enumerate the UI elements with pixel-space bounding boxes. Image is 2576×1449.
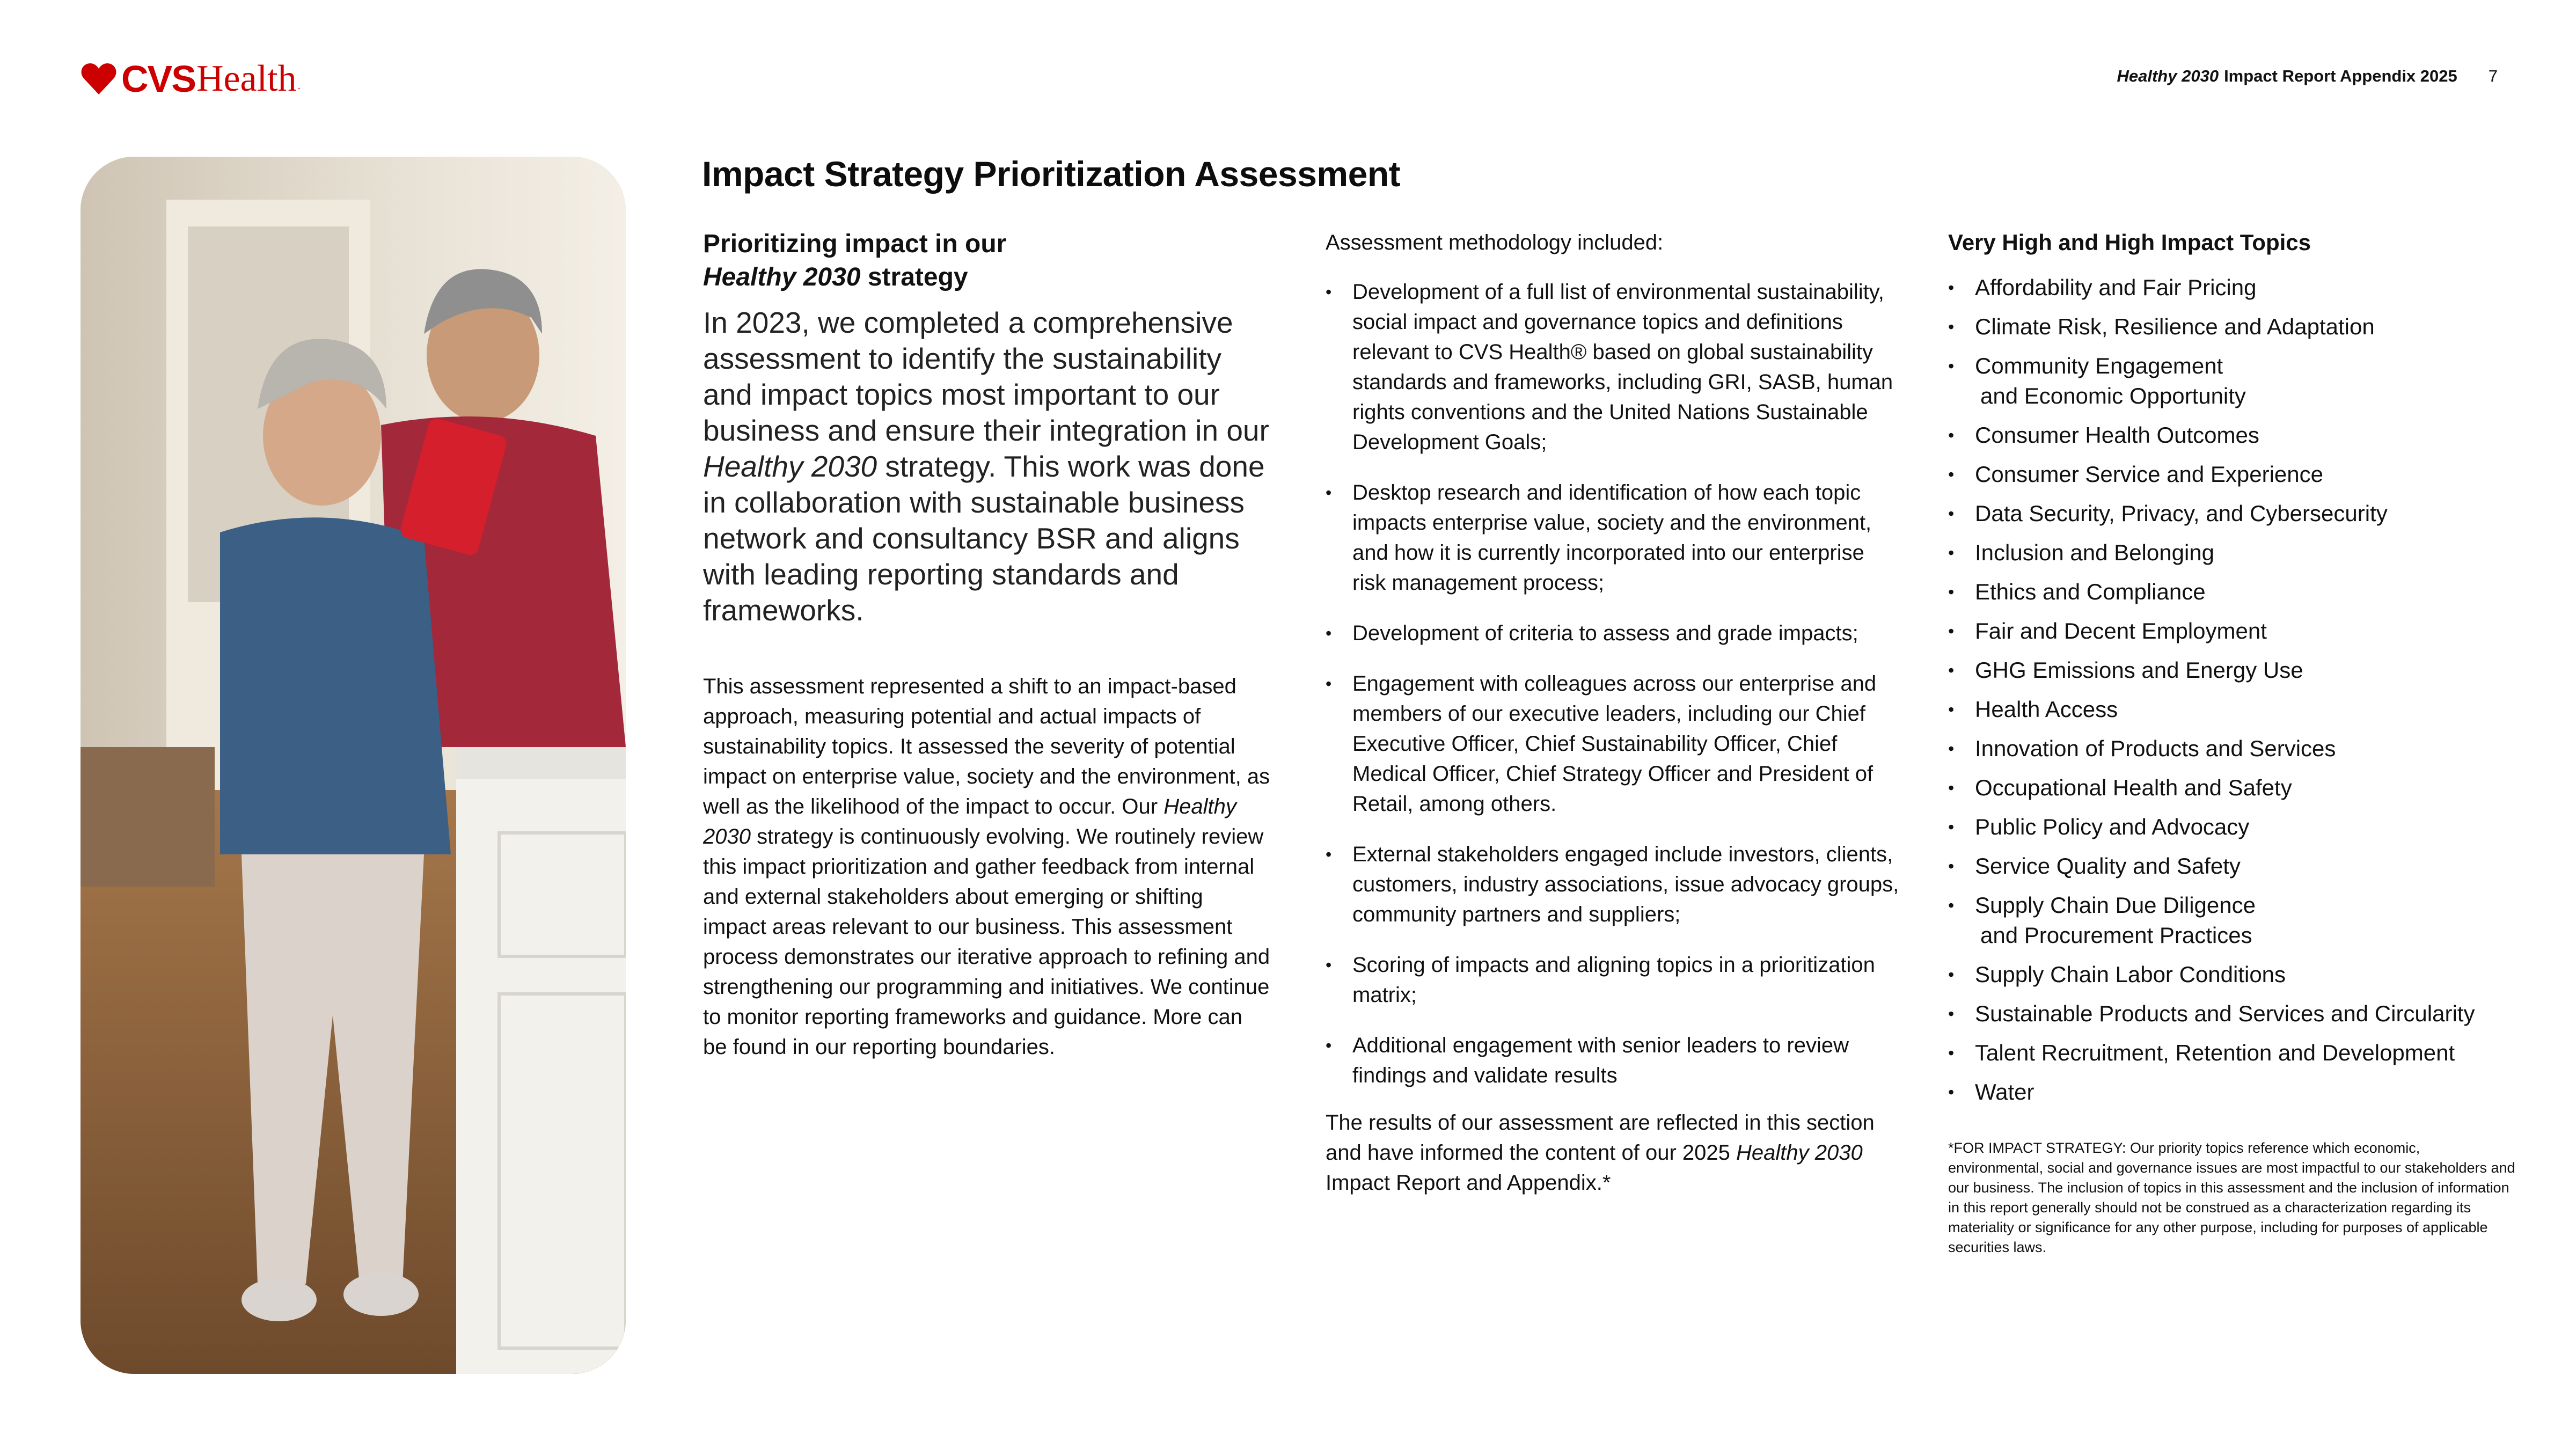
heart-icon [80, 62, 117, 96]
topic-item [1948, 499, 2517, 529]
topic-item [1948, 890, 2517, 950]
running-title-italic: Healthy 2030 [2117, 67, 2219, 85]
lead-italic: Healthy 2030 [703, 450, 877, 483]
body-text-b: strategy is continuously evolving. We routinely review this impact prioritization and gather feedback from internal and external stakeholders about emerging or shifting impact areas relevant to our business. This assessment process demonstrates our iterative approach to refining and strengthening our programming and initiatives. We continue to monitor reporting frameworks and guidance. More can be found in our reporting boundaries. [703, 825, 1270, 1059]
topic-item [1948, 312, 2517, 342]
topic-label: Fair and Decent Employment [1975, 618, 2267, 643]
section-subheading [703, 228, 1272, 294]
list-item: • Development of a full list of environmental sustainability, social impact and governance topics and definitions relevant to CVS Health® based on global sustainability standards and frameworks, including GRI, SASB, human rights conventions and the United Nations Sustainable Development Goals; [1326, 277, 1900, 457]
topic-item [1948, 1077, 2517, 1107]
topics-list [1948, 273, 2517, 1107]
logo-cvs-text: CVS [121, 58, 195, 100]
list-item: • Scoring of impacts and aligning topics in a prioritization matrix; [1326, 950, 1900, 1010]
topic-label: Ethics and Compliance [1975, 579, 2206, 604]
subheading-line1: Prioritizing impact in our [703, 230, 1007, 258]
subheading-italic: Healthy 2030 [703, 263, 861, 291]
methodology-column [1326, 228, 1900, 1198]
topic-label: Talent Recruitment, Retention and Development [1975, 1040, 2455, 1065]
topic-item [1948, 538, 2517, 568]
topics-column [1948, 228, 2517, 1257]
topic-label: Sustainable Products and Services and Circularity [1975, 1001, 2475, 1026]
methodology-intro: Assessment methodology included: [1326, 231, 1664, 254]
footnote: *FOR IMPACT STRATEGY: Our priority topics reference which economic, environmental, social and governance issues are most impactful to our stakeholders and our business. The inclusion of topics in this assessment and the inclusion of information in this report generally should not be construed as a characterization regarding its materiality or significance for any other purpose, including for purposes of applicable securities laws. [1948, 1140, 2515, 1255]
topic-label: Consumer Service and Experience [1975, 462, 2323, 487]
list-item: • Engagement with colleagues across our enterprise and members of our executive leaders, including our Chief Executive Officer, Chief Sustainability Officer, Chief Medical Officer, Chief Strategy Officer and President of Retail, among others. [1326, 669, 1900, 819]
topic-label-cont: and Procurement Practices [1980, 923, 2252, 948]
list-item: • Development of criteria to assess and grade impacts; [1326, 618, 1900, 648]
topic-label: Public Policy and Advocacy [1975, 814, 2250, 839]
list-item: • External stakeholders engaged include investors, clients, customers, industry associations, issue advocacy groups, community partners and suppliers; [1326, 839, 1900, 930]
closing-text-a: The results of our assessment are reflected in this section and have informed the content of our 2025 [1326, 1111, 1875, 1165]
cvs-health-logo [80, 60, 301, 98]
closing-italic: Healthy 2030 [1736, 1141, 1863, 1165]
topic-label: Occupational Health and Safety [1975, 775, 2292, 800]
topic-label-cont: and Economic Opportunity [1980, 383, 2246, 408]
page-number: 7 [2488, 67, 2498, 85]
topic-item [1948, 273, 2517, 303]
topic-item [1948, 851, 2517, 881]
topic-label: Climate Risk, Resilience and Adaptation [1975, 314, 2375, 339]
topic-item [1948, 812, 2517, 842]
topic-label: Community Engagement [1975, 353, 2223, 378]
logo-health-text: Health [196, 58, 297, 99]
topic-label: Health Access [1975, 697, 2118, 722]
closing-text-b: Impact Report and Appendix.* [1326, 1171, 1611, 1195]
page-title: Impact Strategy Prioritization Assessment [702, 154, 1401, 194]
running-title: Impact Report Appendix 2025 [2224, 67, 2457, 85]
couple-kitchen-photo [80, 157, 626, 1374]
topic-label: GHG Emissions and Energy Use [1975, 657, 2303, 683]
topic-item [1948, 459, 2517, 489]
body-italic: Healthy 2030 [703, 795, 1236, 848]
topic-item [1948, 351, 2517, 411]
topics-heading: Very High and High Impact Topics [1948, 230, 2311, 255]
body-paragraph [703, 671, 1272, 1062]
intro-column [703, 228, 1272, 1062]
topic-label: Supply Chain Due Diligence [1975, 892, 2256, 918]
topic-item [1948, 1038, 2517, 1068]
topic-item [1948, 999, 2517, 1029]
topic-item [1948, 773, 2517, 803]
topic-label: Water [1975, 1079, 2035, 1104]
body-text-a: This assessment represented a shift to an impact-based approach, measuring potential and actual impacts of sustainability topics. It assessed the severity of potential impact on enterprise value, society and the environment, as well as the likelihood of the impact to occur. Our [703, 675, 1270, 818]
topic-label: Supply Chain Labor Conditions [1975, 962, 2286, 987]
topic-item [1948, 420, 2517, 450]
list-item: • Desktop research and identification of how each topic impacts enterprise value, society and the environment, and how it is currently incorporated into our enterprise risk management process; [1326, 478, 1900, 598]
subheading-rest: strategy [860, 263, 968, 291]
lead-text-a: In 2023, we completed a comprehensive assessment to identify the sustainability and impact topics most important to our business and ensure their integration in our [703, 306, 1269, 447]
list-item: • Additional engagement with senior leaders to review findings and validate results [1326, 1030, 1900, 1091]
logo-mark: . [297, 80, 301, 92]
lead-paragraph [703, 305, 1272, 628]
topic-label: Service Quality and Safety [1975, 853, 2241, 879]
topic-label: Inclusion and Belonging [1975, 540, 2215, 565]
closing-paragraph [1326, 1108, 1900, 1198]
topic-item [1948, 960, 2517, 990]
topic-item [1948, 734, 2517, 764]
topic-item [1948, 655, 2517, 685]
topic-label: Affordability and Fair Pricing [1975, 275, 2257, 300]
methodology-list [1326, 277, 1900, 1091]
topic-item [1948, 616, 2517, 646]
running-header [2117, 67, 2498, 86]
topic-item [1948, 577, 2517, 607]
topic-item [1948, 694, 2517, 724]
topic-label: Consumer Health Outcomes [1975, 422, 2259, 448]
topic-label: Data Security, Privacy, and Cybersecurity [1975, 501, 2388, 526]
lead-text-b: strategy. This work was done in collaboration with sustainable business network and consultancy BSR and aligns with leading reporting standards and frameworks. [703, 450, 1265, 627]
topic-label: Innovation of Products and Services [1975, 736, 2336, 761]
